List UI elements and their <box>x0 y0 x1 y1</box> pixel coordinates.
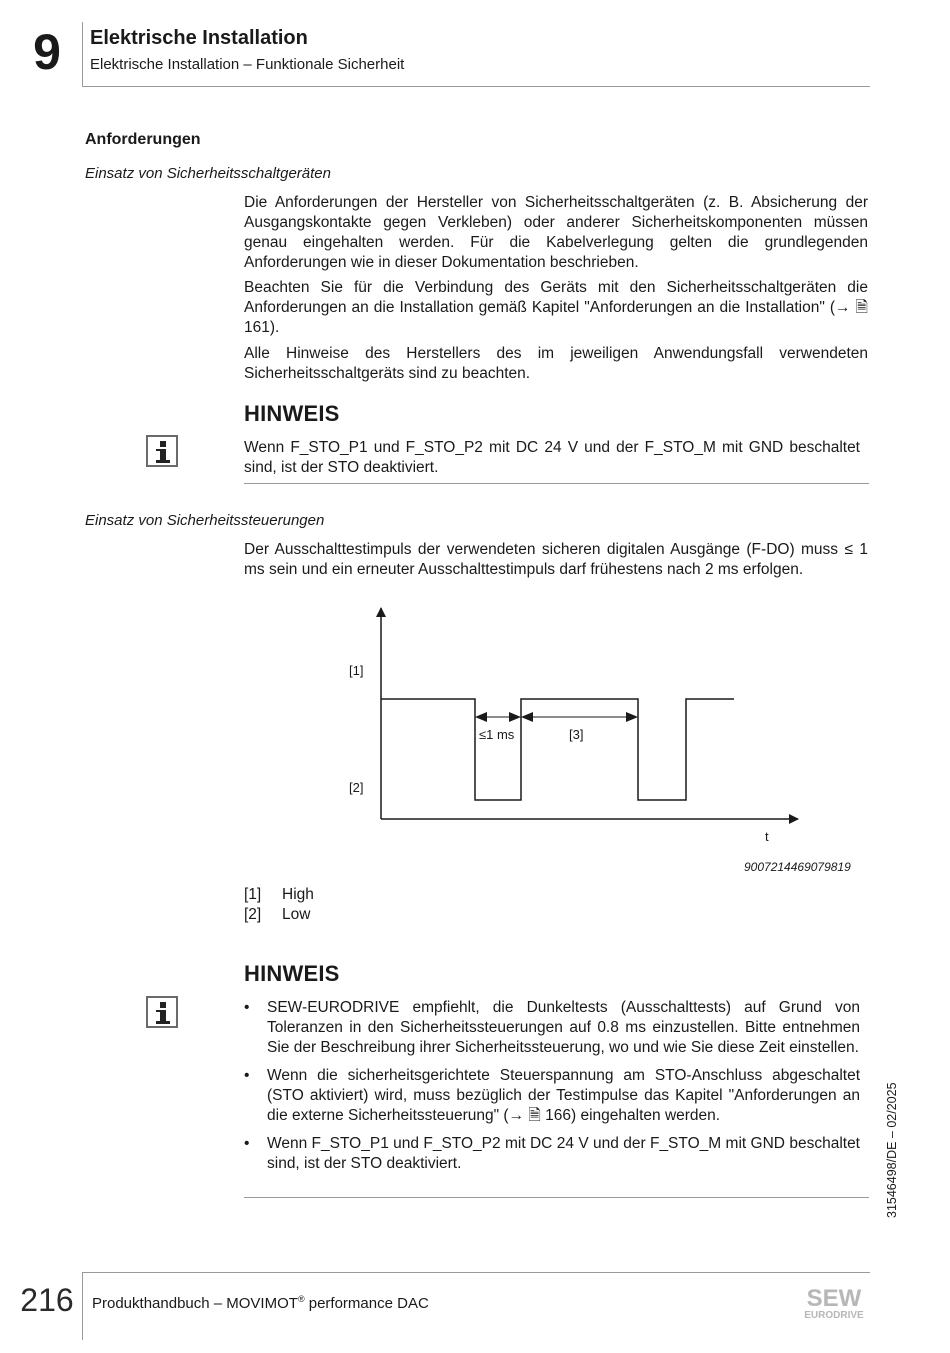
section-title: Anforderungen <box>85 131 201 148</box>
signal-waveform <box>381 699 734 800</box>
info-icon <box>146 996 178 1028</box>
chapter-title: Elektrische Installation <box>90 27 308 49</box>
paragraph: Der Ausschalttestimpuls der verwendeten sicheren digitalen Ausgänge (F-DO) muss ≤ 1 ms sein und ein erneuter Ausschalttestimpuls darf frühestens nach 2 ms erfolgen. <box>244 541 868 578</box>
legend-key: [2] <box>244 906 262 923</box>
subsection-title-safety-relays: Einsatz von Sicherheitsschaltgeräten <box>85 165 331 182</box>
legend-key: [1] <box>244 886 262 903</box>
pulse-timing-diagram <box>330 600 810 855</box>
chapter-subtitle: Elektrische Installation – Funktionale Sicherheit <box>90 56 405 73</box>
svg-text:SEW: SEW <box>806 1285 862 1312</box>
list-item: • Wenn F_STO_P1 und F_STO_P2 mit DC 24 V und der F_STO_M mit GND beschaltet sind, ist der STO deaktiviert. <box>244 1134 860 1174</box>
legend-item <box>244 906 310 924</box>
time-axis-label: t <box>765 829 769 844</box>
paragraph: Alle Hinweise des Herstellers des im jeweiligen Anwendungsfall verwendeten Sicherheitsschaltgeräts sind zu beachten. <box>244 345 868 382</box>
footer-divider-horizontal <box>82 1272 870 1273</box>
svg-text:EURODRIVE: EURODRIVE <box>804 1310 864 1321</box>
footer-title: Produkthandbuch – MOVIMOT® performance DAC <box>92 1294 429 1312</box>
sew-eurodrive-logo <box>798 1284 870 1322</box>
note-divider <box>244 483 869 484</box>
page-number: 216 <box>20 1282 74 1318</box>
legend-item <box>244 886 314 904</box>
pulse-width-label: ≤1 ms <box>479 727 515 742</box>
list-item: • Wenn die sicherheitsgerichtete Steuerspannung am STO-Anschluss abgeschaltet (STO aktiviert) wird, muss bezüglich der Testimpulse das Kapitel "Anforderungen an die externe Sicherheitssteuerung" (→ 🗎 166) eingehalten werden. <box>244 1066 860 1126</box>
legend-value: Low <box>282 906 311 923</box>
note-bullet-list <box>244 998 860 1182</box>
header-divider-vertical <box>82 22 83 86</box>
info-icon <box>146 435 178 467</box>
paragraph: Beachten Sie für die Verbindung des Geräts mit den Sicherheitsschaltgeräten die Anforderungen an die Installation gemäß Kapitel "Anforderungen an die Installation" (→ 🗎 161). <box>244 279 868 336</box>
note-heading: HINWEIS <box>244 961 340 986</box>
list-item: • SEW-EURODRIVE empfiehlt, die Dunkeltests (Ausschalttests) auf Grund von Toleranzen in den Sicherheitssteuerungen auf 0.8 ms einzustellen. Bitte entnehmen Sie der Beschreibung ihrer Sicherheitssteuerung, wo und wie Sie diese Zeit einstellen. <box>244 998 860 1058</box>
high-level-label: [1] <box>349 663 364 678</box>
footer-divider-vertical <box>82 1272 83 1340</box>
paragraph: Die Anforderungen der Hersteller von Sicherheitsschaltgeräten (z. B. Absicherung der Ausgangskontakte gegen Verkleben) oder anderer Sicherheitskomponenten müssen genau eingehalten werden. Für die Kabelverlegung gelten die grundlegenden Anforderungen wie in dieser Dokumentation beschrieben. <box>244 194 868 271</box>
chapter-number: 9 <box>33 24 61 80</box>
gap-label: [3] <box>569 727 584 742</box>
header-divider-horizontal <box>82 86 870 87</box>
note-heading: HINWEIS <box>244 401 340 426</box>
legend-value: High <box>282 886 314 903</box>
document-id: 31546498/DE – 02/2025 <box>885 1082 899 1218</box>
subsection-title-safety-controllers: Einsatz von Sicherheitssteuerungen <box>85 512 325 529</box>
figure-id: 9007214469079819 <box>744 860 851 874</box>
low-level-label: [2] <box>349 780 364 795</box>
note-text: Wenn F_STO_P1 und F_STO_P2 mit DC 24 V und der F_STO_M mit GND beschaltet sind, ist der STO deaktiviert. <box>244 439 860 476</box>
document-id-vertical <box>880 1060 910 1230</box>
note-divider <box>244 1197 869 1198</box>
